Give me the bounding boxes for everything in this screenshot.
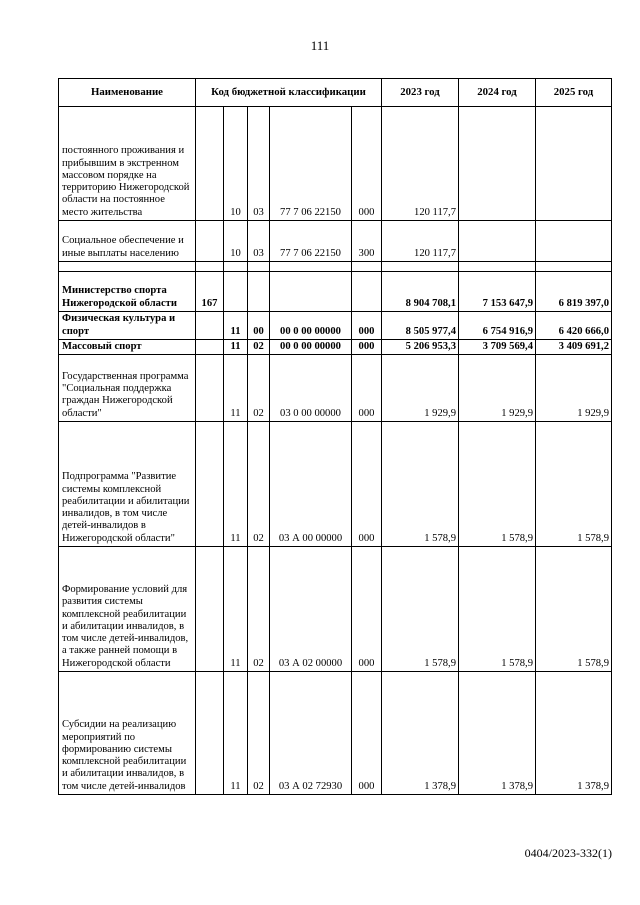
row-code-target: 77 7 06 22150	[270, 107, 352, 221]
row-2025: 1 578,9	[536, 547, 612, 672]
row-code-expense	[352, 272, 382, 312]
row-code-target: 03 0 00 00000	[270, 355, 352, 422]
header-2025: 2025 год	[536, 79, 612, 107]
row-code-ministry	[196, 340, 224, 355]
spacer-row	[59, 262, 612, 272]
row-2023: 8 505 977,4	[382, 312, 459, 340]
budget-table	[58, 78, 612, 795]
row-code-section: 10	[224, 107, 248, 221]
table-row	[59, 312, 612, 340]
row-code-subsection: 03	[248, 221, 270, 262]
row-code-expense: 000	[352, 355, 382, 422]
row-2025	[536, 221, 612, 262]
header-2024: 2024 год	[459, 79, 536, 107]
row-code-section: 10	[224, 221, 248, 262]
table-row	[59, 272, 612, 312]
row-code-target: 00 0 00 00000	[270, 340, 352, 355]
row-name: Формирование условий для развития системы комплексной реабилитации и абилитации инвалидов, в том числе детей-инвалидов, а также ранней помощи в Нижегородской области	[59, 547, 196, 672]
row-code-subsection: 02	[248, 355, 270, 422]
table-row	[59, 355, 612, 422]
header-2023: 2023 год	[382, 79, 459, 107]
row-code-section: 11	[224, 422, 248, 547]
row-code-expense: 000	[352, 340, 382, 355]
row-code-section: 11	[224, 355, 248, 422]
row-code-subsection: 02	[248, 422, 270, 547]
row-2023: 120 117,7	[382, 221, 459, 262]
row-2024	[459, 221, 536, 262]
table-row	[59, 107, 612, 221]
row-2023: 1 578,9	[382, 422, 459, 547]
row-name: Подпрограмма "Развитие системы комплексной реабилитации и абилитации инвалидов, в том числе детей-инвалидов в Нижегородской области"	[59, 422, 196, 547]
row-code-ministry	[196, 547, 224, 672]
row-name: Физическая культура и спорт	[59, 312, 196, 340]
row-2023: 5 206 953,3	[382, 340, 459, 355]
row-2025	[536, 107, 612, 221]
row-code-subsection	[248, 272, 270, 312]
row-2025: 6 420 666,0	[536, 312, 612, 340]
page-number: 111	[310, 38, 330, 53]
row-2025: 6 819 397,0	[536, 272, 612, 312]
row-code-expense: 000	[352, 107, 382, 221]
row-name: Массовый спорт	[59, 340, 196, 355]
row-code-section: 11	[224, 312, 248, 340]
row-2025: 1 378,9	[536, 672, 612, 795]
table-row	[59, 221, 612, 262]
row-code-subsection: 02	[248, 672, 270, 795]
row-code-section: 11	[224, 672, 248, 795]
row-2025: 1 578,9	[536, 422, 612, 547]
row-code-ministry: 167	[196, 272, 224, 312]
row-code-target: 77 7 06 22150	[270, 221, 352, 262]
row-code-section: 11	[224, 340, 248, 355]
row-name: Государственная программа "Социальная поддержка граждан Нижегородской области"	[59, 355, 196, 422]
header-code: Код бюджетной классификации	[196, 79, 382, 107]
row-code-subsection: 02	[248, 340, 270, 355]
row-code-target: 03 А 02 00000	[270, 547, 352, 672]
row-name: постоянного проживания и прибывшим в экстренном массовом порядке на территорию Нижегородской области на постоянное место жительства	[59, 107, 196, 221]
row-code-target: 00 0 00 00000	[270, 312, 352, 340]
row-2024	[459, 107, 536, 221]
row-2025: 3 409 691,2	[536, 340, 612, 355]
table-row	[59, 340, 612, 355]
header-name: Наименование	[59, 79, 196, 107]
document-code: 0404/2023-332(1)	[524, 846, 612, 860]
row-code-expense: 000	[352, 422, 382, 547]
row-2023: 1 378,9	[382, 672, 459, 795]
row-code-subsection: 02	[248, 547, 270, 672]
row-code-target: 03 А 02 72930	[270, 672, 352, 795]
row-code-ministry	[196, 355, 224, 422]
row-code-expense: 300	[352, 221, 382, 262]
row-code-expense: 000	[352, 672, 382, 795]
row-2024: 1 378,9	[459, 672, 536, 795]
row-2023: 120 117,7	[382, 107, 459, 221]
row-2024: 1 929,9	[459, 355, 536, 422]
row-code-subsection: 00	[248, 312, 270, 340]
row-2025: 1 929,9	[536, 355, 612, 422]
row-2024: 6 754 916,9	[459, 312, 536, 340]
row-2024: 3 709 569,4	[459, 340, 536, 355]
table-row	[59, 422, 612, 547]
row-2024: 7 153 647,9	[459, 272, 536, 312]
row-code-section: 11	[224, 547, 248, 672]
row-code-expense: 000	[352, 312, 382, 340]
table-header-row	[59, 79, 612, 107]
row-name: Субсидии на реализацию мероприятий по формированию системы комплексной реабилитации и абилитации инвалидов, в том числе детей-инвалидов	[59, 672, 196, 795]
table-row	[59, 547, 612, 672]
row-code-ministry	[196, 107, 224, 221]
row-name: Министерство спорта Нижегородской области	[59, 272, 196, 312]
row-code-ministry	[196, 672, 224, 795]
row-code-section	[224, 272, 248, 312]
row-code-target	[270, 272, 352, 312]
row-code-subsection: 03	[248, 107, 270, 221]
row-code-target: 03 А 00 00000	[270, 422, 352, 547]
row-2023: 1 578,9	[382, 547, 459, 672]
row-2023: 8 904 708,1	[382, 272, 459, 312]
row-2023: 1 929,9	[382, 355, 459, 422]
row-2024: 1 578,9	[459, 422, 536, 547]
row-code-ministry	[196, 312, 224, 340]
row-2024: 1 578,9	[459, 547, 536, 672]
row-code-ministry	[196, 221, 224, 262]
row-code-ministry	[196, 422, 224, 547]
table-row	[59, 672, 612, 795]
row-code-expense: 000	[352, 547, 382, 672]
row-name: Социальное обеспечение и иные выплаты населению	[59, 221, 196, 262]
